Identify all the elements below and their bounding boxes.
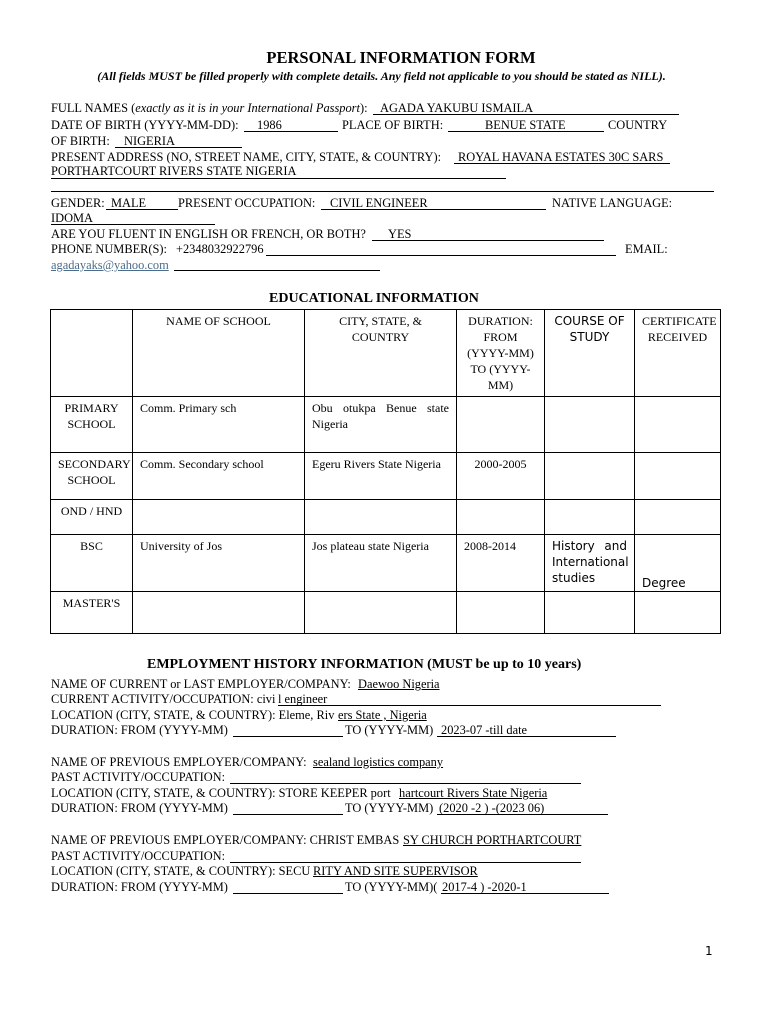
education-table	[50, 309, 721, 634]
full-names-value[interactable]: AGADA YAKUBU ISMAILA	[380, 101, 534, 115]
previous-activity-1-label: PAST ACTIVITY/OCCUPATION:	[51, 770, 226, 784]
header-location: CITY, STATE, & COUNTRY	[305, 310, 457, 397]
table-row	[51, 453, 721, 500]
fluency-label: ARE YOU FLUENT IN ENGLISH OR FRENCH, OR BOTH?	[51, 227, 366, 241]
secondary-school-location[interactable]: Egeru Rivers State Nigeria	[305, 453, 457, 500]
ond-hnd-location[interactable]	[305, 500, 457, 535]
country-of-birth-label: COUNTRY	[608, 118, 668, 132]
previous-employer-2-label: NAME OF PREVIOUS EMPLOYER/COMPANY: CHRIST EMBAS	[51, 833, 400, 847]
gender-label: GENDER:	[51, 196, 105, 210]
full-names-label: FULL NAMES (	[51, 101, 136, 115]
ond-hnd-school-name[interactable]	[133, 500, 305, 535]
page-title: PERSONAL INFORMATION FORM	[266, 48, 536, 67]
phone-field-line[interactable]	[266, 255, 616, 256]
occupation-value[interactable]: CIVIL ENGINEER	[330, 196, 428, 210]
previous-to-1-label: TO (YYYY-MM)	[345, 801, 434, 815]
masters-certificate[interactable]	[635, 592, 721, 634]
previous-location-1-label: LOCATION (CITY, STATE, & COUNTRY): STORE KEEPER port	[51, 786, 391, 800]
table-row	[51, 592, 721, 634]
masters-course[interactable]	[545, 592, 635, 634]
previous-activity-1-field-line[interactable]	[230, 783, 581, 784]
gender-value[interactable]: MALE	[111, 196, 147, 210]
header-course: COURSE OF STUDY	[545, 310, 635, 397]
current-activity-field-line[interactable]	[278, 705, 661, 706]
previous-location-2-label: LOCATION (CITY, STATE, & COUNTRY): SECU	[51, 864, 311, 878]
previous-from-1-label: DURATION: FROM (YYYY-MM)	[51, 801, 228, 815]
primary-school-location[interactable]: Obu otukpa Benue state Nigeria	[305, 397, 457, 453]
education-heading: EDUCATIONAL INFORMATION	[269, 291, 479, 306]
previous-from-1-field-line[interactable]	[233, 814, 343, 815]
level-bsc: BSC	[51, 535, 133, 592]
previous-to-1-value[interactable]: (2020 -2 ) -(2023 06)	[439, 801, 545, 815]
current-from-label: DURATION: FROM (YYYY-MM)	[51, 723, 228, 737]
employment-heading: EMPLOYMENT HISTORY INFORMATION (MUST be up to 10 years)	[147, 657, 582, 672]
country-value[interactable]: NIGERIA	[124, 134, 175, 148]
current-from-field-line[interactable]	[233, 736, 343, 737]
table-row	[51, 535, 721, 592]
masters-school-name[interactable]	[133, 592, 305, 634]
header-school: NAME OF SCHOOL	[133, 310, 305, 397]
previous-activity-2-label: PAST ACTIVITY/OCCUPATION:	[51, 849, 226, 863]
primary-school-course[interactable]	[545, 397, 635, 453]
current-employer-label: NAME OF CURRENT or LAST EMPLOYER/COMPANY:	[51, 677, 351, 691]
page-number: 1	[705, 944, 713, 958]
bsc-course[interactable]: History and International studies	[545, 535, 635, 592]
level-secondary: SECONDARY SCHOOL	[51, 453, 133, 500]
country-of-birth-label-cont: OF BIRTH:	[51, 134, 110, 148]
previous-employer-1-label: NAME OF PREVIOUS EMPLOYER/COMPANY:	[51, 755, 307, 769]
header-certificate: CERTIFICATE RECEIVED	[635, 310, 721, 397]
current-location-value[interactable]: ers State , Nigeria	[338, 708, 427, 722]
primary-school-name[interactable]: Comm. Primary sch	[133, 397, 305, 453]
secondary-school-name[interactable]: Comm. Secondary school	[133, 453, 305, 500]
ond-hnd-duration[interactable]	[457, 500, 545, 535]
bsc-duration[interactable]: 2008-2014	[457, 535, 545, 592]
primary-school-certificate[interactable]	[635, 397, 721, 453]
previous-to-2-value[interactable]: 2017-4 ) -2020-1	[442, 880, 527, 894]
previous-from-2-field-line[interactable]	[233, 893, 343, 894]
ond-hnd-certificate[interactable]	[635, 500, 721, 535]
previous-from-2-label: DURATION: FROM (YYYY-MM)	[51, 880, 228, 894]
address-value-line-1[interactable]: ROYAL HAVANA ESTATES 30C SARS	[458, 150, 664, 164]
current-employer-value[interactable]: Daewoo Nigeria	[358, 677, 440, 691]
email-field-line[interactable]	[174, 270, 380, 271]
native-language-label: NATIVE LANGUAGE:	[552, 196, 673, 210]
occupation-label: PRESENT OCCUPATION:	[178, 196, 316, 210]
address-field-line-3[interactable]	[51, 191, 714, 192]
bsc-certificate[interactable]: Degree	[635, 535, 721, 592]
level-masters: MASTER'S	[51, 592, 133, 634]
full-names-hint: exactly as it is in your International Passport	[135, 101, 360, 115]
header-duration: DURATION: FROM (YYYY-MM) TO (YYYY-MM)	[457, 310, 545, 397]
level-ond-hnd: OND / HND	[51, 500, 133, 535]
primary-school-duration[interactable]	[457, 397, 545, 453]
bsc-location[interactable]: Jos plateau state Nigeria	[305, 535, 457, 592]
dob-label: DATE OF BIRTH (YYYY-MM-DD):	[51, 118, 239, 132]
header-cell-level	[51, 310, 133, 397]
ond-hnd-course[interactable]	[545, 500, 635, 535]
masters-duration[interactable]	[457, 592, 545, 634]
previous-location-2-value[interactable]: RITY AND SITE SUPERVISOR	[313, 864, 478, 878]
phone-value[interactable]: +2348032922796	[176, 242, 264, 256]
address-label: PRESENT ADDRESS (NO, STREET NAME, CITY, STATE, & COUNTRY):	[51, 150, 442, 164]
previous-employer-1-value[interactable]: sealand logistics company	[313, 755, 444, 769]
table-row	[51, 500, 721, 535]
secondary-school-duration[interactable]: 2000-2005	[457, 453, 545, 500]
masters-location[interactable]	[305, 592, 457, 634]
current-activity-label: CURRENT ACTIVITY/OCCUPATION: civi	[51, 692, 276, 706]
full-names-row: FULL NAMES (exactly as it is in your International Passport):	[51, 101, 368, 115]
current-activity-value[interactable]: l engineer	[278, 692, 328, 706]
native-language-value[interactable]: IDOMA	[51, 211, 93, 225]
email-link[interactable]: agadayaks@yahoo.com	[51, 258, 169, 272]
previous-location-1-value[interactable]: hartcourt Rivers State Nigeria	[399, 786, 548, 800]
current-to-value[interactable]: 2023-07 -till date	[441, 723, 528, 737]
previous-to-2-label: TO (YYYY-MM)(	[345, 880, 438, 894]
form-instructions: (All fields MUST be filled properly with complete details. Any field not applicable to you should be stated as NILL).	[97, 69, 666, 83]
previous-activity-2-field-line[interactable]	[230, 862, 581, 863]
level-primary: PRIMARY SCHOOL	[51, 397, 133, 453]
secondary-school-course[interactable]	[545, 453, 635, 500]
email-label: EMAIL:	[625, 242, 668, 256]
address-value-line-2[interactable]: PORTHARTCOURT RIVERS STATE NIGERIA	[51, 164, 297, 178]
phone-label: PHONE NUMBER(S):	[51, 242, 167, 256]
previous-employer-2-value[interactable]: SY CHURCH PORTHARTCOURT	[403, 833, 582, 847]
current-to-label: TO (YYYY-MM)	[345, 723, 434, 737]
bsc-school-name[interactable]: University of Jos	[133, 535, 305, 592]
education-header-row	[51, 310, 721, 397]
fluency-value[interactable]: YES	[388, 227, 412, 241]
secondary-school-certificate[interactable]	[635, 453, 721, 500]
current-location-label: LOCATION (CITY, STATE, & COUNTRY): Eleme, Riv	[51, 708, 335, 722]
pob-value[interactable]: BENUE STATE	[485, 118, 566, 132]
pob-label: PLACE OF BIRTH:	[342, 118, 444, 132]
dob-value[interactable]: 1986	[257, 118, 282, 132]
table-row	[51, 397, 721, 453]
